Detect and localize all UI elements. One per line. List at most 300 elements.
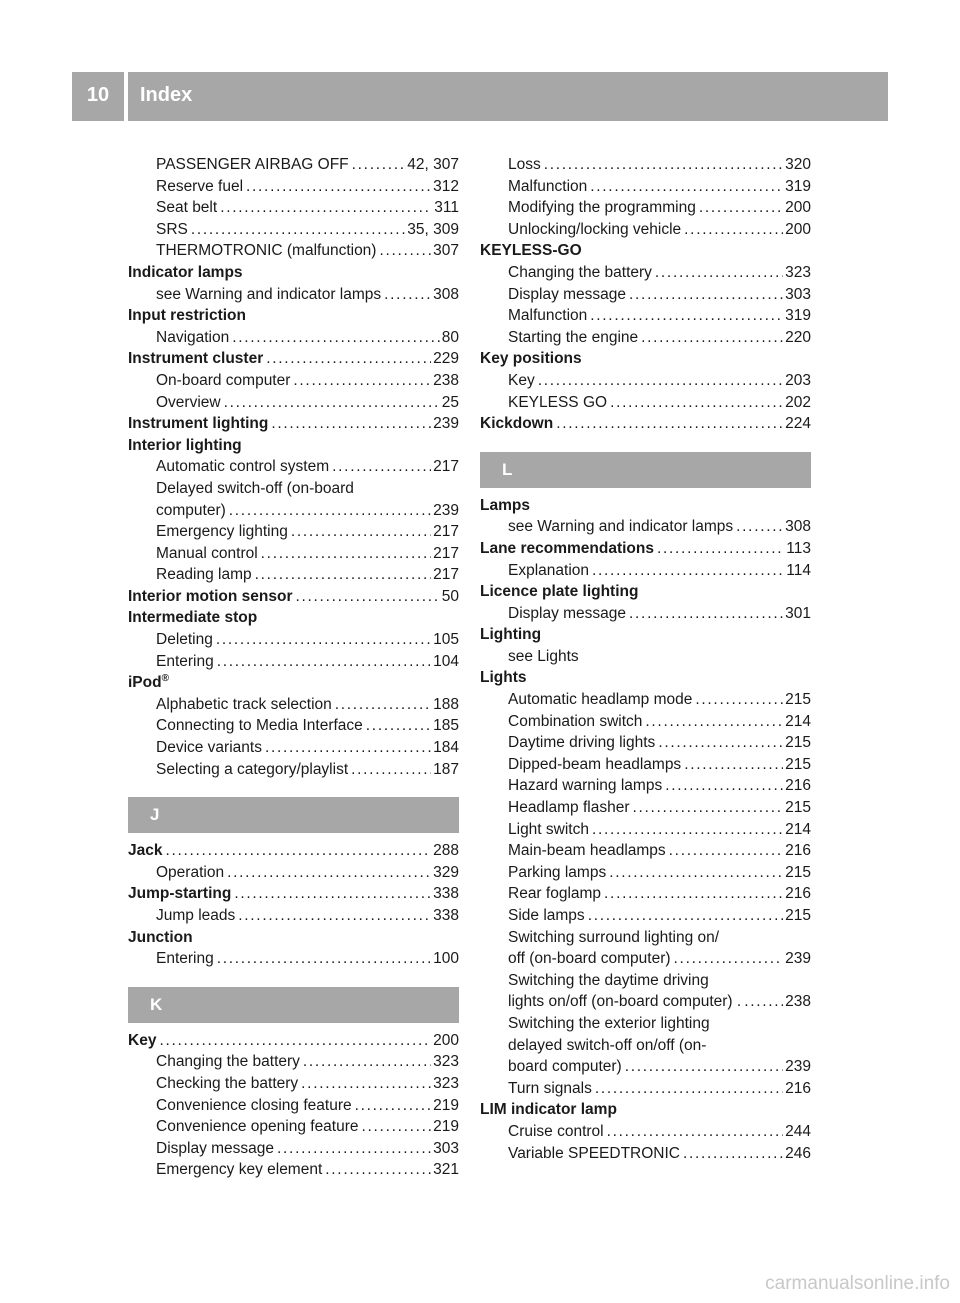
entry-label (508, 754, 681, 776)
page-reference: 184 (433, 739, 459, 757)
index-subentry (480, 305, 811, 327)
entry-label (156, 905, 235, 927)
entry-label-text: Manual control (156, 544, 258, 562)
page-reference: 217 (433, 544, 459, 562)
entry-label (508, 392, 607, 414)
entry-label (128, 1030, 156, 1052)
dot-leader (217, 651, 431, 673)
index-entry (128, 927, 459, 949)
entry-label (156, 1159, 322, 1181)
dot-leader (232, 327, 440, 349)
dot-leader (291, 521, 431, 543)
entry-label-text: Kickdown (480, 415, 554, 433)
entry-label-text: Automatic headlamp mode (508, 691, 693, 709)
index-subentry (128, 1159, 459, 1181)
entry-label-text: Malfunction (508, 307, 588, 325)
dot-leader (271, 413, 431, 435)
dot-leader (544, 154, 783, 176)
page-reference: 200 (785, 199, 811, 217)
dot-leader (592, 560, 784, 582)
entry-label-text: Unlocking/locking vehicle (508, 220, 682, 238)
entry-label (480, 348, 582, 370)
entry-label (508, 154, 541, 176)
dot-leader (590, 305, 783, 327)
index-subentry (480, 1035, 811, 1057)
dot-leader (352, 154, 406, 176)
letter-section-header: L (480, 452, 811, 488)
entry-label (128, 840, 162, 862)
page-reference: 202 (785, 393, 811, 411)
index-subentry (128, 737, 459, 759)
page-reference: 188 (433, 695, 459, 713)
index-subentry (480, 560, 811, 582)
index-subentry (480, 327, 811, 349)
dot-leader (632, 797, 783, 819)
entry-label-text: Key (128, 1031, 157, 1049)
dot-leader (641, 327, 783, 349)
page-reference: 323 (785, 263, 811, 281)
entry-label-text: SRS (156, 220, 188, 238)
dot-leader (261, 543, 431, 565)
entry-label (508, 732, 655, 754)
index-subentry (128, 1116, 459, 1138)
page-reference: 105 (433, 631, 459, 649)
page-reference: 216 (785, 777, 811, 795)
entry-label-text: Changing the battery (508, 263, 652, 281)
index-entry (480, 581, 811, 603)
index-subentry (480, 603, 811, 625)
dot-leader (595, 1078, 783, 1100)
entry-label (480, 538, 654, 560)
index-subentry (480, 862, 811, 884)
dot-leader (625, 1056, 783, 1078)
page-reference: 214 (785, 820, 811, 838)
dot-leader (217, 948, 431, 970)
index-entry (480, 240, 811, 262)
watermark: carmanualsonline.info (765, 1273, 950, 1294)
entry-label-text: Entering (156, 950, 214, 968)
entry-label (508, 775, 662, 797)
index-subentry (128, 1051, 459, 1073)
page-reference: 217 (433, 458, 459, 476)
entry-label (128, 883, 231, 905)
index-subentry (128, 176, 459, 198)
index-subentry (128, 219, 459, 241)
dot-leader (609, 862, 783, 884)
entry-label (128, 305, 246, 327)
index-subentry (480, 732, 811, 754)
index-subentry (480, 370, 811, 392)
page-reference: 303 (785, 285, 811, 303)
dot-leader (191, 219, 405, 241)
index-subentry (480, 927, 811, 949)
dot-leader (303, 1051, 431, 1073)
index-entry (480, 538, 811, 560)
index-subentry (128, 543, 459, 565)
entry-label (128, 413, 268, 435)
entry-label (508, 991, 741, 1013)
entry-label (128, 435, 242, 457)
entry-label-text: Automatic control system (156, 458, 330, 476)
index-subentry (128, 521, 459, 543)
entry-label (508, 883, 601, 905)
entry-label-text: Delayed switch-off (on-board (156, 479, 354, 497)
index-subentry (480, 1078, 811, 1100)
entry-label (156, 327, 229, 349)
entry-label-text: Jump leads (156, 907, 236, 924)
index-subentry (128, 370, 459, 392)
entry-label (156, 1138, 274, 1160)
index-subentry (480, 775, 811, 797)
index-subentry (128, 1073, 459, 1095)
entry-label (156, 197, 217, 219)
index-subentry (128, 197, 459, 219)
entry-label-text: Entering (156, 652, 214, 670)
entry-label (156, 651, 214, 673)
dot-leader (266, 348, 431, 370)
entry-label-text: Checking the battery (156, 1074, 299, 1092)
page-reference: 220 (785, 328, 811, 346)
entry-label-text: delayed switch-off on/off (on- (508, 1036, 707, 1054)
entry-label-text: Loss (508, 156, 541, 173)
index-entry (480, 624, 811, 646)
entry-label-text: Key (508, 371, 535, 389)
entry-label (480, 581, 638, 603)
page-reference: 215 (785, 907, 811, 924)
entry-label (156, 1073, 298, 1095)
index-subentry (480, 219, 811, 241)
page-reference: 50 (441, 587, 459, 605)
index-entry (128, 586, 459, 608)
index-entry (128, 348, 459, 370)
entry-label (508, 948, 671, 970)
entry-label-text: iPod (128, 674, 162, 692)
index-subentry (480, 284, 811, 306)
entry-label-text: Connecting to Media Interface (156, 717, 363, 735)
dot-leader (332, 456, 431, 478)
page-number: 10 (86, 84, 110, 106)
entry-label-text: Instrument lighting (128, 415, 269, 433)
page-reference: 216 (785, 885, 811, 903)
entry-label-text: Interior lighting (128, 436, 242, 454)
entry-label (508, 284, 626, 306)
entry-label-text: Navigation (156, 328, 230, 346)
dot-leader (301, 1073, 431, 1095)
dot-leader (165, 840, 431, 862)
entry-label-text: Rear foglamp (508, 885, 602, 903)
page-reference: 323 (433, 1074, 459, 1092)
entry-label (508, 927, 719, 949)
entry-label (508, 905, 585, 927)
entry-label-text: Input restriction (128, 307, 246, 325)
entry-label-text: Lights (480, 669, 527, 687)
page-reference: 219 (433, 1118, 459, 1136)
page-reference: 320 (785, 156, 811, 173)
entry-label (156, 862, 224, 884)
index-subentry (480, 840, 811, 862)
entry-label-text: Emergency lighting (156, 523, 288, 541)
index-subentry (480, 516, 811, 538)
entry-label (128, 607, 257, 629)
entry-label (156, 1051, 300, 1073)
entry-label (156, 284, 381, 306)
dot-leader (362, 1116, 432, 1138)
index-subentry (128, 1138, 459, 1160)
dot-leader (220, 197, 432, 219)
page-reference: 215 (785, 691, 811, 709)
entry-label-text: Selecting a category/playlist (156, 760, 349, 778)
dot-leader (538, 370, 783, 392)
page-reference: 200 (433, 1031, 459, 1049)
page-reference: 329 (433, 863, 459, 881)
index-subentry (480, 1143, 811, 1165)
index-entry (128, 672, 459, 694)
page-reference: 216 (785, 842, 811, 860)
page-reference: 338 (433, 907, 459, 924)
dot-leader (265, 737, 431, 759)
entry-label (508, 176, 587, 198)
dot-leader (366, 715, 431, 737)
page-title: Index (140, 84, 193, 106)
dot-leader (293, 370, 431, 392)
page-reference: 216 (785, 1079, 811, 1097)
entry-label (128, 348, 263, 370)
page-reference: 323 (433, 1053, 459, 1071)
index-subentry (480, 711, 811, 733)
entry-label (508, 603, 626, 625)
entry-label (508, 219, 681, 241)
entry-label (156, 564, 252, 586)
entry-label-text: Display message (508, 285, 627, 303)
entry-label-text: Cruise control (508, 1122, 604, 1140)
entry-label (156, 1116, 359, 1138)
page-reference: 229 (433, 350, 459, 368)
entry-label-text: LIM indicator lamp (480, 1101, 617, 1119)
index-subentry (480, 991, 811, 1013)
entry-label (508, 646, 579, 668)
index-subentry (480, 883, 811, 905)
entry-label (508, 1143, 680, 1165)
entry-label-text: Main-beam headlamps (508, 842, 666, 860)
entry-label-text: Lighting (480, 626, 542, 644)
entry-label (508, 197, 696, 219)
entry-label (156, 219, 188, 241)
index-subentry (480, 970, 811, 992)
entry-label-text: Reserve fuel (156, 177, 244, 195)
entry-label-text: Operation (156, 863, 225, 881)
dot-leader (355, 1095, 432, 1117)
entry-label-text: Jump-starting (128, 885, 232, 903)
entry-label-text: Variable SPEEDTRONIC (508, 1144, 680, 1162)
dot-leader (227, 862, 431, 884)
index-subentry (128, 651, 459, 673)
index-entry (480, 667, 811, 689)
entry-label-text: Alphabetic track selection (156, 695, 332, 713)
entry-label-text: off (on-board computer) (508, 950, 671, 968)
dot-leader (590, 176, 783, 198)
dot-leader (629, 284, 783, 306)
page-reference: 219 (433, 1096, 459, 1114)
dot-leader (683, 1143, 783, 1165)
index-entry (128, 435, 459, 457)
entry-label-text: Switching surround lighting on/ (508, 928, 720, 946)
page-reference: 338 (433, 885, 459, 903)
index-subentry (480, 689, 811, 711)
entry-label (508, 1056, 622, 1078)
entry-label-text: Parking lamps (508, 863, 607, 881)
entry-label-text: Jack (128, 842, 163, 860)
entry-label (156, 370, 290, 392)
index-entry (480, 413, 811, 435)
letter-section-header: K (128, 987, 459, 1023)
entry-label (156, 456, 329, 478)
page-reference: 215 (785, 755, 811, 773)
index-subentry (128, 694, 459, 716)
entry-label (480, 495, 530, 517)
header-bar (72, 72, 888, 121)
entry-label (156, 1095, 352, 1117)
entry-label-text: PASSENGER AIRBAG OFF (156, 156, 349, 173)
entry-label-text: Indicator lamps (128, 263, 243, 281)
page-reference: 35, 309 (407, 220, 459, 238)
index-subentry (480, 646, 811, 668)
index-subentry (480, 197, 811, 219)
page-reference: 185 (433, 717, 459, 735)
page-reference: 308 (785, 518, 811, 536)
page-reference: 104 (433, 652, 459, 670)
entry-label-text: see Warning and indicator lamps (156, 285, 382, 303)
entry-label (508, 262, 652, 284)
entry-label-text: Device variants (156, 739, 262, 757)
index-subentry (128, 240, 459, 262)
entry-label (156, 176, 243, 198)
page-reference: 303 (433, 1139, 459, 1157)
entry-label (508, 370, 535, 392)
entry-label (156, 948, 214, 970)
entry-label (128, 586, 293, 608)
page-reference: 288 (433, 842, 459, 860)
entry-label-text: Interior motion sensor (128, 587, 293, 605)
entry-label (508, 819, 589, 841)
entry-label (156, 759, 348, 781)
letter-section-header: J (128, 797, 459, 833)
dot-leader (658, 732, 783, 754)
entry-label (156, 694, 332, 716)
dot-leader (657, 538, 784, 560)
dot-leader (246, 176, 431, 198)
dot-leader (655, 262, 783, 284)
dot-leader (556, 413, 783, 435)
entry-label (156, 737, 262, 759)
entry-label (508, 1013, 710, 1035)
index-subentry (128, 862, 459, 884)
index-entry (480, 1099, 811, 1121)
index-subentry (128, 456, 459, 478)
entry-label-text: THERMOTRONIC (malfunction) (156, 242, 377, 260)
dot-leader (699, 197, 783, 219)
entry-label-text: Combination switch (508, 712, 643, 730)
index-subentry (128, 564, 459, 586)
entry-label-text: Deleting (156, 631, 213, 649)
dot-leader (335, 694, 431, 716)
index-subentry (480, 754, 811, 776)
entry-label-text: KEYLESS GO (508, 393, 608, 411)
page-reference: 239 (433, 501, 459, 519)
dot-leader (224, 392, 440, 414)
index-entry (128, 413, 459, 435)
index-subentry (128, 500, 459, 522)
entry-label (156, 392, 221, 414)
entry-label (508, 711, 642, 733)
entry-label-text: Convenience closing feature (156, 1096, 352, 1114)
entry-label (156, 240, 376, 262)
entry-label (480, 240, 582, 262)
dot-leader (674, 948, 784, 970)
index-subentry (128, 759, 459, 781)
entry-label-text: Reading lamp (156, 566, 252, 584)
entry-label (156, 500, 226, 522)
index-column-right (480, 154, 811, 1164)
header-divider (124, 72, 128, 121)
page-reference: 113 (786, 539, 811, 557)
entry-label (508, 840, 666, 862)
dot-leader (736, 516, 783, 538)
entry-label (480, 1099, 617, 1121)
index-entry (128, 883, 459, 905)
entry-label (508, 305, 587, 327)
entry-label (508, 327, 638, 349)
dot-leader (607, 1121, 784, 1143)
index-subentry (128, 392, 459, 414)
dot-leader (255, 564, 431, 586)
page-reference: 239 (785, 950, 811, 968)
index-entry (128, 840, 459, 862)
dot-leader (684, 754, 783, 776)
page-reference: 244 (785, 1122, 811, 1140)
page-reference: 215 (785, 799, 811, 817)
dot-leader (216, 629, 431, 651)
dot-leader (684, 219, 783, 241)
entry-label-text: Emergency key element (156, 1161, 323, 1179)
index-subentry (128, 478, 459, 500)
entry-label (508, 1121, 604, 1143)
index-subentry (480, 1013, 811, 1035)
index-entry (128, 305, 459, 327)
entry-label (480, 624, 541, 646)
index-entry (128, 1030, 459, 1052)
index-subentry (128, 1095, 459, 1117)
entry-label (508, 516, 733, 538)
page-reference: 203 (785, 371, 811, 389)
dot-leader (629, 603, 783, 625)
page-reference: 246 (785, 1144, 811, 1162)
page-reference: 214 (785, 712, 811, 730)
dot-leader (669, 840, 783, 862)
entry-label-text: Junction (128, 928, 193, 946)
entry-label (508, 970, 709, 992)
dot-leader (384, 284, 431, 306)
entry-label (480, 667, 527, 689)
entry-label (156, 629, 213, 651)
entry-label-text: Licence plate lighting (480, 583, 639, 601)
index-subentry (480, 819, 811, 841)
entry-label-text: Light switch (508, 820, 589, 838)
dot-leader (277, 1138, 431, 1160)
page-reference: 301 (785, 604, 811, 622)
page-reference: 239 (785, 1058, 811, 1076)
index-subentry (480, 154, 811, 176)
entry-label (508, 1078, 592, 1100)
